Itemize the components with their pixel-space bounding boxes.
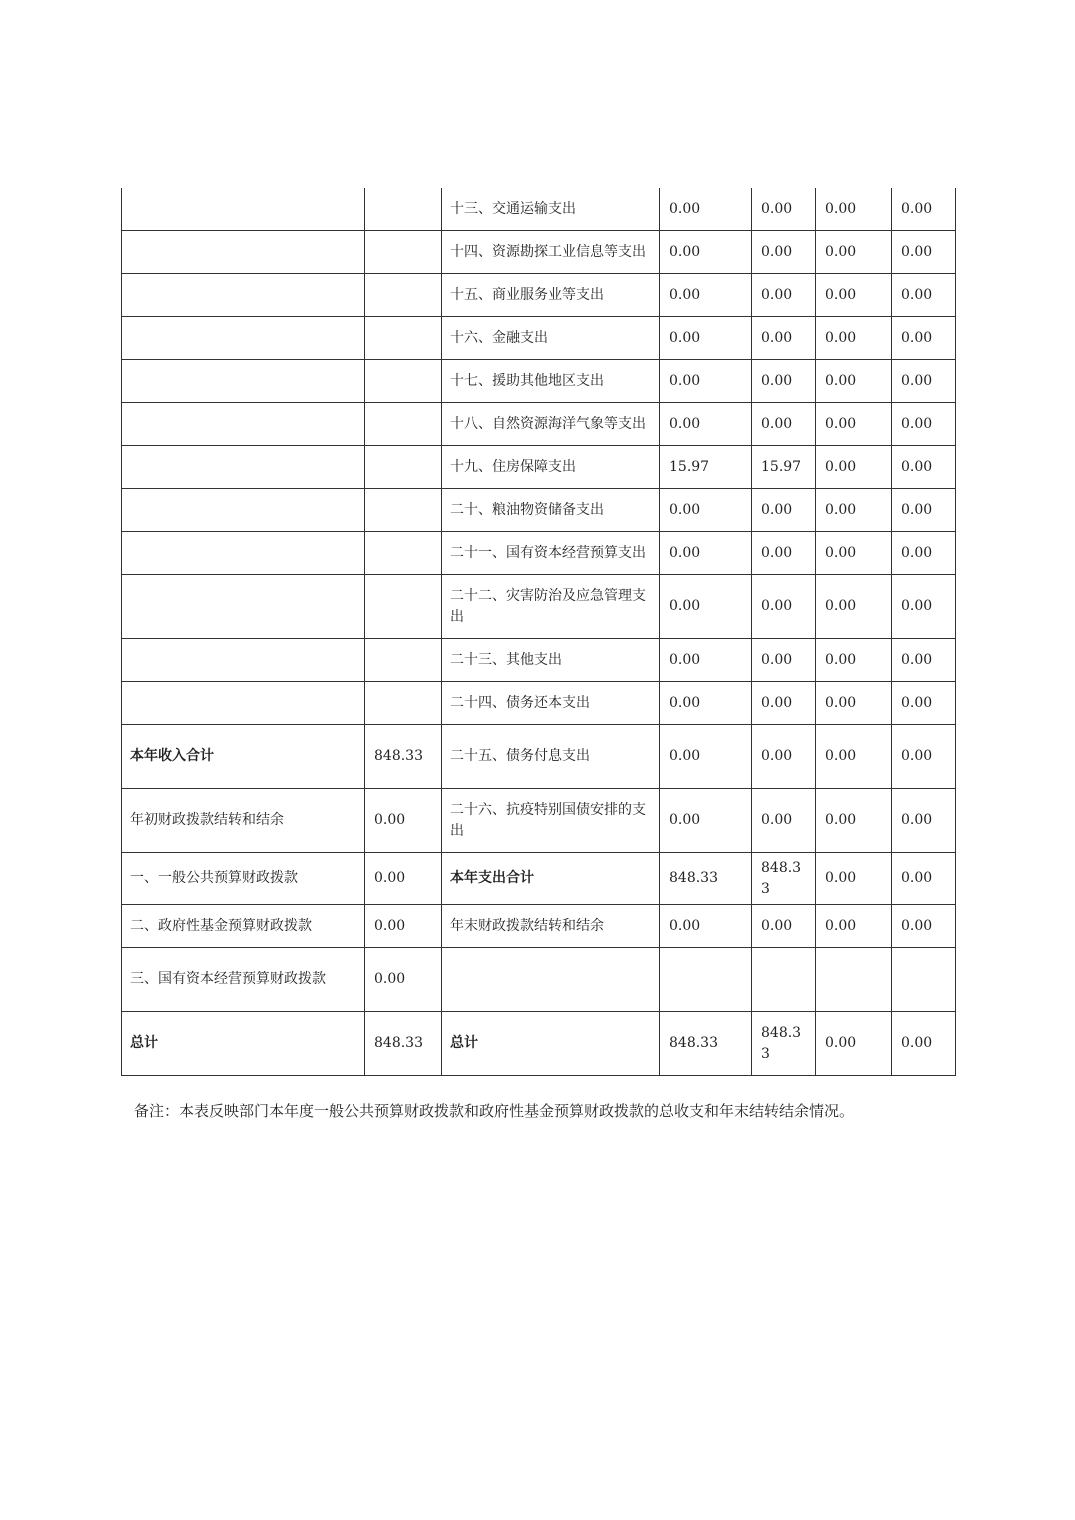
income-amount-cell (365, 446, 442, 489)
expense-total-cell: 0.00 (660, 231, 752, 274)
expense-fund-cell: 0.00 (816, 317, 892, 360)
expense-capital-cell (892, 948, 956, 1012)
income-item-cell: 一、一般公共预算财政拨款 (122, 853, 365, 905)
expense-fund-cell: 0.00 (816, 725, 892, 789)
expense-total-cell: 0.00 (660, 489, 752, 532)
expense-general-cell: 0.00 (752, 905, 816, 948)
expense-capital-cell: 0.00 (892, 853, 956, 905)
table-row (122, 682, 956, 725)
expense-capital-cell: 0.00 (892, 575, 956, 639)
table-row (122, 639, 956, 682)
income-item-cell (122, 575, 365, 639)
income-amount-cell (365, 682, 442, 725)
table-row (122, 231, 956, 274)
income-item-cell (122, 360, 365, 403)
expense-capital-cell: 0.00 (892, 360, 956, 403)
income-item-cell (122, 489, 365, 532)
income-amount-cell: 848.33 (365, 725, 442, 789)
table-row (122, 403, 956, 446)
expense-fund-cell: 0.00 (816, 188, 892, 231)
expense-capital-cell: 0.00 (892, 446, 956, 489)
expense-total-cell: 0.00 (660, 188, 752, 231)
income-amount-cell: 0.00 (365, 789, 442, 853)
expense-fund-cell: 0.00 (816, 575, 892, 639)
income-item-cell (122, 403, 365, 446)
expense-fund-cell: 0.00 (816, 639, 892, 682)
expense-item-cell: 十六、金融支出 (442, 317, 660, 360)
expense-total-cell: 0.00 (660, 905, 752, 948)
expense-capital-cell: 0.00 (892, 725, 956, 789)
expense-item-cell: 十三、交通运输支出 (442, 188, 660, 231)
expense-total-cell: 0.00 (660, 532, 752, 575)
table-row (122, 853, 956, 905)
income-amount-cell (365, 188, 442, 231)
expense-item-cell (442, 948, 660, 1012)
income-item-cell: 本年收入合计 (122, 725, 365, 789)
expense-general-cell: 0.00 (752, 575, 816, 639)
expense-item-cell: 十八、自然资源海洋气象等支出 (442, 403, 660, 446)
expense-capital-cell: 0.00 (892, 682, 956, 725)
income-item-cell (122, 639, 365, 682)
expense-general-cell: 848.33 (752, 853, 816, 905)
income-item-cell (122, 274, 365, 317)
expense-general-cell: 0.00 (752, 532, 816, 575)
income-item-cell: 总计 (122, 1012, 365, 1076)
expense-capital-cell: 0.00 (892, 231, 956, 274)
table-row (122, 789, 956, 853)
expense-fund-cell: 0.00 (816, 682, 892, 725)
expense-fund-cell: 0.00 (816, 231, 892, 274)
expense-item-cell: 二十二、灾害防治及应急管理支出 (442, 575, 660, 639)
table-row (122, 1012, 956, 1076)
table-row (122, 188, 956, 231)
income-item-cell (122, 446, 365, 489)
expense-total-cell: 0.00 (660, 639, 752, 682)
expense-total-cell: 0.00 (660, 317, 752, 360)
expense-capital-cell: 0.00 (892, 489, 956, 532)
income-item-cell: 年初财政拨款结转和结余 (122, 789, 365, 853)
income-item-cell (122, 317, 365, 360)
income-amount-cell (365, 360, 442, 403)
expense-total-cell: 0.00 (660, 403, 752, 446)
income-amount-cell: 0.00 (365, 853, 442, 905)
income-amount-cell (365, 532, 442, 575)
expense-item-cell: 十五、商业服务业等支出 (442, 274, 660, 317)
expense-item-cell: 本年支出合计 (442, 853, 660, 905)
expense-total-cell: 848.33 (660, 853, 752, 905)
expense-item-cell: 十七、援助其他地区支出 (442, 360, 660, 403)
expense-capital-cell: 0.00 (892, 317, 956, 360)
expense-total-cell: 0.00 (660, 274, 752, 317)
expense-general-cell: 0.00 (752, 317, 816, 360)
expense-general-cell: 0.00 (752, 231, 816, 274)
income-amount-cell (365, 489, 442, 532)
expense-total-cell: 0.00 (660, 789, 752, 853)
expense-general-cell (752, 948, 816, 1012)
expense-item-cell: 二十三、其他支出 (442, 639, 660, 682)
expense-general-cell: 15.97 (752, 446, 816, 489)
table-row (122, 489, 956, 532)
expense-total-cell: 0.00 (660, 725, 752, 789)
expense-general-cell: 848.33 (752, 1012, 816, 1076)
expense-fund-cell: 0.00 (816, 360, 892, 403)
income-amount-cell: 0.00 (365, 905, 442, 948)
expense-total-cell: 15.97 (660, 446, 752, 489)
table-row (122, 575, 956, 639)
income-amount-cell (365, 403, 442, 446)
income-item-cell: 三、国有资本经营预算财政拨款 (122, 948, 365, 1012)
expense-fund-cell: 0.00 (816, 403, 892, 446)
expense-general-cell: 0.00 (752, 360, 816, 403)
expense-fund-cell (816, 948, 892, 1012)
expense-fund-cell: 0.00 (816, 489, 892, 532)
expense-general-cell: 0.00 (752, 188, 816, 231)
budget-table (121, 188, 956, 1076)
expense-total-cell: 848.33 (660, 1012, 752, 1076)
table-row (122, 532, 956, 575)
expense-total-cell: 0.00 (660, 682, 752, 725)
income-amount-cell (365, 317, 442, 360)
expense-item-cell: 二十五、债务付息支出 (442, 725, 660, 789)
income-item-cell (122, 682, 365, 725)
expense-item-cell: 二十一、国有资本经营预算支出 (442, 532, 660, 575)
expense-total-cell: 0.00 (660, 360, 752, 403)
income-amount-cell: 0.00 (365, 948, 442, 1012)
expense-capital-cell: 0.00 (892, 639, 956, 682)
table-row (122, 905, 956, 948)
expense-item-cell: 年末财政拨款结转和结余 (442, 905, 660, 948)
income-amount-cell (365, 231, 442, 274)
expense-fund-cell: 0.00 (816, 905, 892, 948)
expense-fund-cell: 0.00 (816, 274, 892, 317)
expense-item-cell: 二十四、债务还本支出 (442, 682, 660, 725)
table-row (122, 317, 956, 360)
table-row (122, 446, 956, 489)
expense-fund-cell: 0.00 (816, 853, 892, 905)
expense-general-cell: 0.00 (752, 489, 816, 532)
expense-general-cell: 0.00 (752, 789, 816, 853)
table-row (122, 948, 956, 1012)
expense-fund-cell: 0.00 (816, 789, 892, 853)
income-amount-cell: 848.33 (365, 1012, 442, 1076)
footnote-remark: 备注：本表反映部门本年度一般公共预算财政拨款和政府性基金预算财政拨款的总收支和年末结转结余情况。 (134, 1102, 855, 1120)
income-amount-cell (365, 575, 442, 639)
expense-fund-cell: 0.00 (816, 532, 892, 575)
income-item-cell (122, 231, 365, 274)
expense-total-cell: 0.00 (660, 575, 752, 639)
income-item-cell (122, 188, 365, 231)
expense-fund-cell: 0.00 (816, 446, 892, 489)
expense-item-cell: 二十、粮油物资储备支出 (442, 489, 660, 532)
expense-fund-cell: 0.00 (816, 1012, 892, 1076)
expense-capital-cell: 0.00 (892, 789, 956, 853)
expense-general-cell: 0.00 (752, 274, 816, 317)
income-item-cell: 二、政府性基金预算财政拨款 (122, 905, 365, 948)
expense-capital-cell: 0.00 (892, 532, 956, 575)
expense-general-cell: 0.00 (752, 639, 816, 682)
income-item-cell (122, 532, 365, 575)
expense-capital-cell: 0.00 (892, 1012, 956, 1076)
expense-item-cell: 十四、资源勘探工业信息等支出 (442, 231, 660, 274)
expense-item-cell: 二十六、抗疫特别国债安排的支出 (442, 789, 660, 853)
table-row (122, 725, 956, 789)
expense-capital-cell: 0.00 (892, 274, 956, 317)
expense-capital-cell: 0.00 (892, 188, 956, 231)
income-amount-cell (365, 639, 442, 682)
expense-item-cell: 总计 (442, 1012, 660, 1076)
income-amount-cell (365, 274, 442, 317)
expense-general-cell: 0.00 (752, 725, 816, 789)
expense-total-cell (660, 948, 752, 1012)
table-row (122, 274, 956, 317)
expense-item-cell: 十九、住房保障支出 (442, 446, 660, 489)
budget-table-container (121, 188, 955, 1076)
table-row (122, 360, 956, 403)
expense-general-cell: 0.00 (752, 682, 816, 725)
expense-capital-cell: 0.00 (892, 905, 956, 948)
expense-general-cell: 0.00 (752, 403, 816, 446)
expense-capital-cell: 0.00 (892, 403, 956, 446)
